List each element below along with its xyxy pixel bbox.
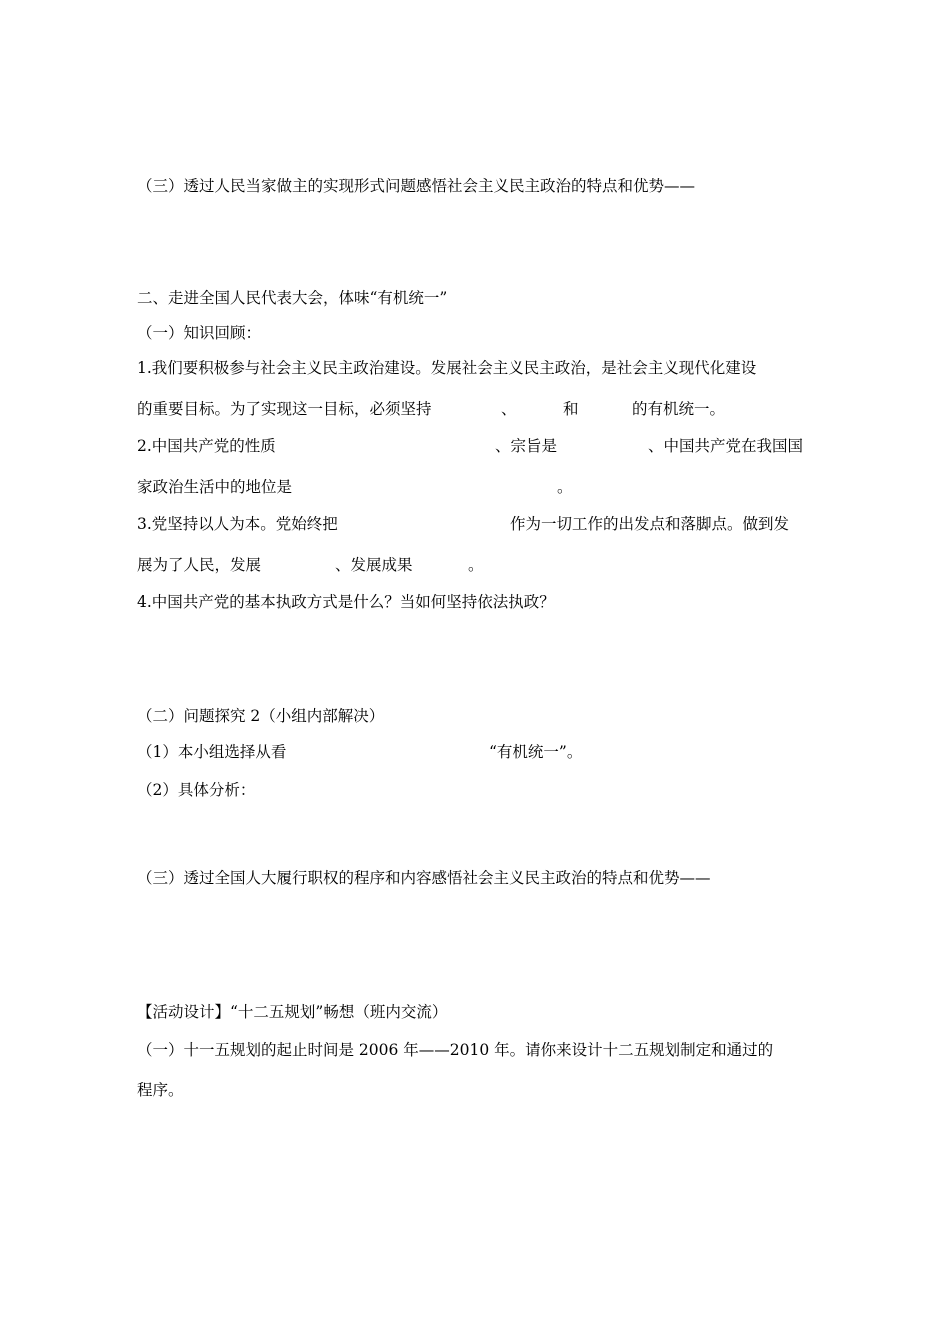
q1-text-c: 和 [563, 400, 579, 418]
question-4: 4.中国共产党的基本执政方式是什么？当如何坚持依法执政？ [137, 593, 555, 611]
q1-text-a: 的重要目标。为了实现这一目标，必须坚持 [137, 400, 432, 418]
activity-question-1-line-2: 程序。 [137, 1081, 184, 1099]
q3-text-b: 作为一切工作的出发点和落脚点。做到发 [510, 515, 790, 533]
q2-text-a: 2.中国共产党的性质 [137, 437, 276, 455]
inquiry-question-2: （2）具体分析： [137, 781, 256, 799]
q1-text-b: 、 [501, 400, 517, 418]
q2-text-c: 、中国共产党在我国国 [648, 437, 804, 455]
q3-text-e: 。 [468, 556, 484, 574]
inquiry-heading: （二）问题探究 2（小组内部解决） [137, 707, 385, 725]
q3-text-d: 、发展成果 [335, 556, 413, 574]
inquiry-q1-text-b: “有机统一”。 [489, 743, 583, 761]
inquiry-q1-text-a: （1）本小组选择从看 [137, 743, 287, 761]
section2-sub3-heading: （三）透过全国人大履行职权的程序和内容感悟社会主义民主政治的特点和优势—— [137, 869, 711, 887]
q2-text-e: 。 [557, 478, 573, 496]
section1-sub3-heading: （三）透过人民当家做主的实现形式问题感悟社会主义民主政治的特点和优势—— [137, 177, 696, 195]
q3-text-a: 3.党坚持以人为本。党始终把 [137, 515, 338, 533]
activity-heading: 【活动设计】“十二五规划”畅想（班内交流） [137, 1003, 448, 1021]
activity-question-1-line-1: （一）十一五规划的起止时间是 2006 年——2010 年。请你来设计十二五规划制定和通过的 [137, 1041, 774, 1059]
q2-text-d: 家政治生活中的地位是 [137, 478, 293, 496]
q2-text-b: 、宗旨是 [495, 437, 558, 455]
review-heading: （一）知识回顾： [137, 324, 262, 342]
question-1-line-1: 1.我们要积极参与社会主义民主政治建设。发展社会主义民主政治，是社会主义现代化建设 [137, 359, 757, 377]
q3-text-c: 展为了人民，发展 [137, 556, 262, 574]
section2-heading: 二、走进全国人民代表大会，体味“有机统一” [137, 289, 448, 307]
q1-text-d: 的有机统一。 [632, 400, 726, 418]
